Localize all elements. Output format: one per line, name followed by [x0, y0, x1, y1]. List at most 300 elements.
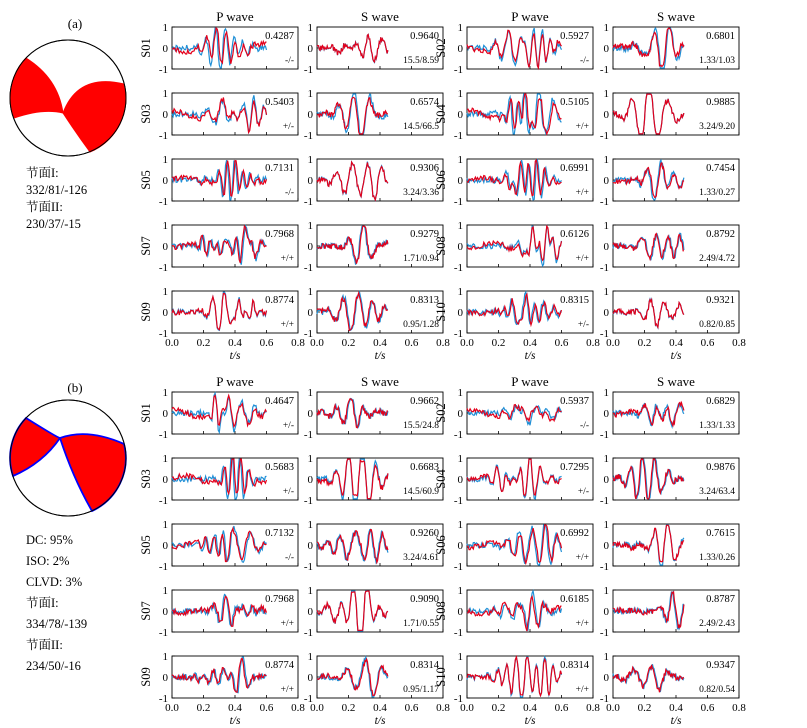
x-tick-label: 0.2: [637, 337, 652, 349]
amplitude-ratio: 0.95/1.17: [403, 685, 439, 695]
correlation-coefficient: 0.7968: [265, 594, 294, 605]
correlation-coefficient: 0.9347: [706, 660, 735, 671]
subplot: [304, 286, 451, 362]
correlation-coefficient: 0.6185: [560, 594, 589, 605]
station-label: S09: [139, 302, 153, 322]
station-label: S05: [139, 535, 153, 555]
observed-waveform: [172, 459, 267, 499]
column-title: P wave: [216, 9, 254, 24]
y-tick-label: 0: [457, 175, 463, 187]
y-tick-label: 1: [457, 519, 463, 531]
subplot: [600, 154, 739, 208]
y-tick-label: -1: [158, 627, 168, 639]
y-tick-label: -1: [599, 561, 609, 573]
polarity-label: +/-: [577, 320, 589, 330]
polarity-label: +/-: [282, 421, 294, 431]
observed-waveform: [317, 529, 388, 562]
x-tick-label: 0.0: [310, 702, 324, 714]
y-tick-label: -1: [158, 130, 168, 142]
correlation-coefficient: 0.9876: [706, 462, 735, 473]
x-tick-label: 0.8: [586, 337, 600, 349]
correlation-coefficient: 0.9662: [410, 396, 439, 407]
y-tick-label: 0: [307, 241, 313, 253]
y-tick-label: 0: [457, 43, 463, 55]
y-tick-label: 1: [307, 88, 313, 100]
subplot: [600, 88, 739, 142]
x-tick-label: 0.4: [669, 337, 683, 349]
y-tick-label: -1: [303, 693, 313, 705]
amplitude-ratio: 14.5/66.5: [403, 122, 439, 132]
y-tick-label: 0: [603, 606, 609, 618]
correlation-coefficient: 0.5105: [560, 97, 589, 108]
y-tick-label: 0: [307, 175, 313, 187]
y-tick-label: 0: [603, 43, 609, 55]
info-line: DC: 95%: [26, 533, 73, 547]
x-tick-label: 0.4: [228, 702, 242, 714]
y-tick-label: -1: [158, 64, 168, 76]
beachball: [10, 40, 126, 156]
subplot: [304, 88, 443, 142]
x-tick-label: 0.6: [259, 337, 274, 349]
x-tick-label: 0.4: [228, 337, 242, 349]
correlation-coefficient: 0.6801: [706, 31, 735, 42]
polarity-label: -/-: [580, 421, 589, 431]
y-tick-label: 1: [603, 286, 609, 298]
correlation-coefficient: 0.9279: [410, 229, 439, 240]
synthetic-waveform: [613, 665, 684, 692]
correlation-coefficient: 0.5683: [265, 462, 294, 473]
info-line: 230/37/-15: [26, 217, 81, 231]
subplot: [139, 519, 298, 573]
info-line: 节面I:: [26, 596, 59, 610]
y-tick-label: 1: [457, 22, 463, 34]
correlation-coefficient: 0.7295: [560, 462, 589, 473]
y-tick-label: 1: [307, 453, 313, 465]
amplitude-ratio: 1.33/0.26: [699, 553, 735, 563]
observed-waveform: [467, 28, 562, 67]
y-tick-label: 0: [603, 540, 609, 552]
polarity-label: -/-: [285, 553, 294, 563]
y-tick-label: -1: [599, 429, 609, 441]
subplot: [304, 220, 443, 274]
subplot: [304, 651, 451, 727]
y-tick-label: 1: [307, 387, 313, 399]
station-label: S08: [434, 601, 448, 621]
y-tick-label: -1: [599, 130, 609, 142]
y-tick-label: 0: [457, 672, 463, 684]
amplitude-ratio: 0.95/1.28: [403, 320, 439, 330]
panel-a: [10, 9, 746, 362]
station-label: S06: [434, 170, 448, 190]
info-line: 332/81/-126: [26, 183, 88, 197]
y-tick-label: 0: [307, 408, 313, 420]
correlation-coefficient: 0.5927: [560, 31, 589, 42]
subplot: [600, 585, 739, 639]
amplitude-ratio: 1.33/1.03: [699, 56, 735, 66]
x-tick-label: 0.8: [732, 702, 746, 714]
y-tick-label: -1: [453, 196, 463, 208]
subplot: [600, 651, 747, 727]
y-tick-label: 0: [603, 672, 609, 684]
y-tick-label: 0: [603, 307, 609, 319]
subplot: [600, 286, 747, 362]
y-tick-label: -1: [303, 196, 313, 208]
x-tick-label: 0.2: [196, 337, 211, 349]
synthetic-waveform: [467, 657, 562, 696]
observed-waveform: [172, 526, 267, 562]
panel-b: [10, 374, 746, 727]
subplot: [600, 220, 739, 274]
polarity-label: +/+: [575, 254, 589, 264]
synthetic-waveform: [613, 163, 684, 198]
correlation-coefficient: 0.6683: [410, 462, 439, 473]
y-tick-label: -1: [599, 627, 609, 639]
y-tick-label: -1: [453, 262, 463, 274]
y-tick-label: -1: [158, 262, 168, 274]
station-label: S08: [434, 236, 448, 256]
polarity-label: -/-: [285, 56, 294, 66]
correlation-coefficient: 0.7132: [265, 528, 294, 539]
y-tick-label: 0: [603, 175, 609, 187]
info-line: ISO: 2%: [26, 554, 70, 568]
polarity-label: +/+: [575, 188, 589, 198]
subplot: [434, 220, 593, 274]
correlation-coefficient: 0.8774: [265, 295, 294, 306]
polarity-label: +/+: [575, 553, 589, 563]
polarity-label: -/-: [580, 56, 589, 66]
x-tick-label: 0.2: [196, 702, 211, 714]
correlation-coefficient: 0.7454: [706, 163, 735, 174]
x-tick-label: 0.6: [554, 337, 569, 349]
x-tick-label: 0.0: [165, 702, 179, 714]
subplot: [600, 519, 739, 573]
subplot: [304, 519, 443, 573]
y-tick-label: -1: [303, 495, 313, 507]
x-tick-label: 0.2: [491, 702, 506, 714]
y-tick-label: 1: [457, 88, 463, 100]
y-tick-label: 0: [603, 474, 609, 486]
y-tick-label: 1: [603, 651, 609, 663]
correlation-coefficient: 0.8792: [706, 229, 735, 240]
amplitude-ratio: 14.5/60.9: [403, 487, 439, 497]
station-label: S07: [139, 236, 153, 256]
y-tick-label: 1: [307, 22, 313, 34]
synthetic-waveform: [613, 459, 684, 499]
synthetic-waveform: [613, 94, 684, 134]
amplitude-ratio: 2.49/2.43: [699, 619, 735, 629]
x-tick-label: 0.2: [341, 702, 356, 714]
x-axis-label: t/s: [524, 715, 536, 727]
station-label: S07: [139, 601, 153, 621]
subplot: [139, 387, 298, 441]
y-tick-label: 0: [307, 307, 313, 319]
correlation-coefficient: 0.6992: [560, 528, 589, 539]
y-tick-label: 0: [457, 540, 463, 552]
y-tick-label: -1: [453, 328, 463, 340]
synthetic-waveform: [172, 529, 267, 562]
y-tick-label: 1: [307, 220, 313, 232]
y-tick-label: 1: [307, 154, 313, 166]
y-tick-label: -1: [599, 64, 609, 76]
column-title: S wave: [657, 374, 695, 389]
polarity-label: +/+: [280, 619, 294, 629]
y-tick-label: 1: [162, 22, 168, 34]
x-tick-label: 0.0: [165, 337, 179, 349]
subplot: [600, 387, 739, 441]
y-tick-label: 1: [162, 387, 168, 399]
polarity-label: +/+: [575, 685, 589, 695]
y-tick-label: 1: [457, 286, 463, 298]
y-tick-label: 0: [307, 672, 313, 684]
polarity-label: +/-: [577, 487, 589, 497]
y-tick-label: 0: [307, 43, 313, 55]
amplitude-ratio: 3.24/63.4: [699, 487, 735, 497]
subplot: [434, 519, 593, 573]
x-tick-label: 0.8: [436, 702, 450, 714]
y-tick-label: 0: [603, 241, 609, 253]
x-tick-label: 0.2: [637, 702, 652, 714]
x-tick-label: 0.6: [554, 702, 569, 714]
observed-waveform: [172, 292, 267, 330]
subplot: [434, 22, 593, 76]
x-tick-label: 0.0: [460, 702, 474, 714]
synthetic-waveform: [172, 459, 267, 494]
correlation-coefficient: 0.7131: [265, 163, 294, 174]
y-tick-label: -1: [453, 495, 463, 507]
station-label: S03: [139, 104, 153, 124]
correlation-coefficient: 0.5937: [560, 396, 589, 407]
correlation-coefficient: 0.6991: [560, 163, 589, 174]
y-tick-label: -1: [599, 693, 609, 705]
synthetic-waveform: [467, 405, 562, 421]
y-tick-label: 1: [603, 220, 609, 232]
synthetic-waveform: [172, 294, 267, 330]
y-tick-label: 1: [307, 519, 313, 531]
amplitude-ratio: 3.24/9.20: [699, 122, 735, 132]
y-tick-label: 0: [457, 307, 463, 319]
subplot: [600, 453, 739, 507]
y-tick-label: -1: [158, 495, 168, 507]
y-tick-label: -1: [599, 495, 609, 507]
x-axis-label: t/s: [374, 350, 386, 362]
x-tick-label: 0.0: [606, 702, 620, 714]
panel-label: (a): [67, 16, 83, 31]
y-tick-label: 0: [162, 43, 168, 55]
y-tick-label: -1: [453, 64, 463, 76]
x-tick-label: 0.8: [586, 702, 600, 714]
y-tick-label: -1: [303, 130, 313, 142]
y-tick-label: 1: [162, 585, 168, 597]
amplitude-ratio: 3.24/3.36: [403, 188, 439, 198]
x-tick-label: 0.6: [404, 337, 419, 349]
x-axis-label: t/s: [670, 715, 682, 727]
correlation-coefficient: 0.7615: [706, 528, 735, 539]
x-tick-label: 0.6: [404, 702, 419, 714]
subplot: [139, 220, 298, 274]
station-label: S06: [434, 535, 448, 555]
subplot: [304, 453, 443, 507]
y-tick-label: -1: [453, 693, 463, 705]
y-tick-label: -1: [303, 627, 313, 639]
observed-waveform: [467, 406, 562, 426]
amplitude-ratio: 3.24/4.61: [403, 553, 439, 563]
amplitude-ratio: 15.5/24.8: [403, 421, 439, 431]
x-tick-label: 0.4: [523, 337, 537, 349]
info-line: 234/50/-16: [26, 659, 81, 673]
correlation-coefficient: 0.7968: [265, 229, 294, 240]
info-line: 节面II:: [26, 200, 63, 214]
station-label: S02: [434, 38, 448, 58]
y-tick-label: 1: [603, 519, 609, 531]
info-line: 334/78/-139: [26, 617, 88, 631]
subplot: [139, 22, 298, 76]
polarity-label: +/+: [280, 320, 294, 330]
synthetic-waveform: [467, 294, 562, 325]
station-label: S01: [139, 403, 153, 423]
y-tick-label: 0: [162, 606, 168, 618]
correlation-coefficient: 0.9090: [410, 594, 439, 605]
correlation-coefficient: 0.6126: [560, 229, 589, 240]
y-tick-label: 0: [457, 109, 463, 121]
polarity-label: +/+: [280, 685, 294, 695]
column-title: S wave: [361, 9, 399, 24]
subplot: [434, 154, 593, 208]
y-tick-label: 0: [162, 408, 168, 420]
amplitude-ratio: 1.71/0.94: [403, 254, 439, 264]
station-label: S02: [434, 403, 448, 423]
info-line: CLVD: 3%: [26, 575, 83, 589]
synthetic-waveform: [317, 591, 388, 630]
y-tick-label: 1: [457, 651, 463, 663]
y-tick-label: 0: [162, 672, 168, 684]
y-tick-label: 1: [162, 220, 168, 232]
synthetic-waveform: [467, 226, 562, 260]
correlation-coefficient: 0.8314: [410, 660, 439, 671]
polarity-label: +/+: [575, 619, 589, 629]
polarity-label: +/-: [282, 122, 294, 132]
y-tick-label: 1: [603, 22, 609, 34]
correlation-coefficient: 0.4647: [265, 396, 294, 407]
x-axis-label: t/s: [670, 350, 682, 362]
x-tick-label: 0.6: [700, 337, 715, 349]
y-tick-label: -1: [303, 429, 313, 441]
y-tick-label: -1: [158, 328, 168, 340]
x-tick-label: 0.4: [669, 702, 683, 714]
y-tick-label: 1: [603, 154, 609, 166]
station-label: S10: [434, 667, 448, 687]
correlation-coefficient: 0.6574: [410, 97, 439, 108]
correlation-coefficient: 0.9306: [410, 163, 439, 174]
y-tick-label: -1: [453, 130, 463, 142]
column-title: P wave: [216, 374, 254, 389]
correlation-coefficient: 0.8774: [265, 660, 294, 671]
x-tick-label: 0.0: [460, 337, 474, 349]
y-tick-label: 0: [162, 540, 168, 552]
y-tick-label: 0: [307, 109, 313, 121]
correlation-coefficient: 0.8313: [410, 295, 439, 306]
beachball: [10, 400, 126, 516]
station-label: S01: [139, 38, 153, 58]
subplot: [304, 387, 443, 441]
x-tick-label: 0.8: [436, 337, 450, 349]
x-tick-label: 0.6: [700, 702, 715, 714]
station-label: S10: [434, 302, 448, 322]
amplitude-ratio: 0.82/0.54: [699, 685, 735, 695]
y-tick-label: -1: [303, 64, 313, 76]
y-tick-label: -1: [453, 627, 463, 639]
x-tick-label: 0.0: [606, 337, 620, 349]
y-tick-label: 1: [307, 286, 313, 298]
panel-label: (b): [67, 380, 83, 395]
y-tick-label: 1: [307, 651, 313, 663]
y-tick-label: -1: [303, 328, 313, 340]
amplitude-ratio: 2.49/4.72: [699, 254, 735, 264]
subplot: [434, 88, 593, 142]
y-tick-label: 1: [457, 154, 463, 166]
subplot: [139, 585, 298, 639]
synthetic-waveform: [317, 399, 388, 428]
y-tick-label: 0: [457, 241, 463, 253]
x-axis-label: t/s: [229, 350, 241, 362]
y-tick-label: 1: [307, 585, 313, 597]
subplot: [304, 154, 443, 208]
amplitude-ratio: 1.71/0.55: [403, 619, 439, 629]
y-tick-label: -1: [158, 561, 168, 573]
y-tick-label: 0: [162, 241, 168, 253]
y-tick-label: 0: [457, 606, 463, 618]
subplot: [600, 22, 739, 76]
x-axis-label: t/s: [374, 715, 386, 727]
correlation-coefficient: 0.5403: [265, 97, 294, 108]
synthetic-waveform: [317, 35, 388, 62]
x-tick-label: 0.4: [523, 702, 537, 714]
y-tick-label: -1: [453, 429, 463, 441]
correlation-coefficient: 0.8314: [560, 660, 589, 671]
station-label: S09: [139, 667, 153, 687]
amplitude-ratio: 1.33/0.27: [699, 188, 735, 198]
x-tick-label: 0.8: [291, 337, 305, 349]
subplot: [434, 585, 593, 639]
x-tick-label: 0.2: [341, 337, 356, 349]
correlation-coefficient: 0.8787: [706, 594, 735, 605]
correlation-coefficient: 0.9260: [410, 528, 439, 539]
y-tick-label: -1: [158, 693, 168, 705]
synthetic-waveform: [172, 597, 267, 627]
x-axis-label: t/s: [229, 715, 241, 727]
y-tick-label: 1: [162, 651, 168, 663]
subplot: [139, 88, 298, 142]
y-tick-label: 1: [457, 585, 463, 597]
subplot: [434, 387, 593, 441]
y-tick-label: -1: [303, 262, 313, 274]
subplot: [434, 651, 600, 727]
y-tick-label: -1: [599, 262, 609, 274]
synthetic-waveform: [613, 525, 684, 561]
y-tick-label: 0: [307, 474, 313, 486]
correlation-coefficient: 0.9321: [706, 295, 735, 306]
y-tick-label: 0: [162, 175, 168, 187]
y-tick-label: 1: [457, 220, 463, 232]
amplitude-ratio: 1.33/1.33: [699, 421, 735, 431]
y-tick-label: 0: [457, 474, 463, 486]
x-tick-label: 0.4: [373, 337, 387, 349]
station-label: S03: [139, 469, 153, 489]
y-tick-label: 1: [162, 519, 168, 531]
correlation-coefficient: 0.6829: [706, 396, 735, 407]
x-tick-label: 0.6: [259, 702, 274, 714]
amplitude-ratio: 0.82/0.85: [699, 320, 735, 330]
polarity-label: +/-: [282, 487, 294, 497]
